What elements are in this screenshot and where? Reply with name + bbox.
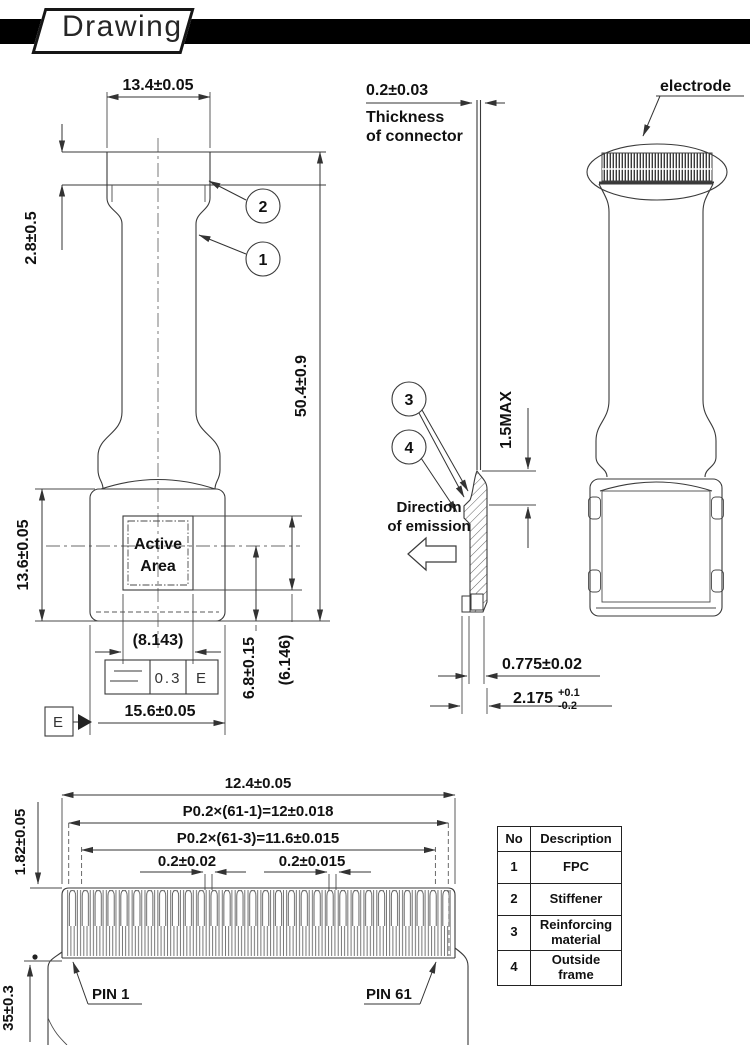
dim-max-height: 1.5MAX (498, 391, 515, 449)
row4-description: Outside frame (531, 950, 622, 985)
row4-no: 4 (498, 950, 531, 985)
dim-pitch-all: P0.2×(61-1)=12±0.018 (182, 803, 334, 820)
table-header-description: Description (531, 827, 622, 852)
active-area-label-2: Area (140, 558, 176, 575)
dim-head-height: 13.6±0.05 (15, 519, 32, 591)
front-view-dimensions (15, 77, 320, 736)
pin61-label: PIN 61 (366, 986, 412, 1003)
callout-4: 4 (404, 440, 414, 457)
fcf-value: 0.3 (154, 670, 182, 687)
back-view-linework (587, 144, 727, 616)
pin-comb-coarse (66, 888, 451, 926)
emission-label-1: Direction (396, 499, 462, 516)
datum-flag (45, 707, 92, 736)
feature-control-frame (105, 660, 218, 694)
parts-table (497, 826, 622, 986)
side-view-dimensions (366, 82, 612, 712)
row1-description: FPC (531, 852, 622, 884)
dim-overall: 12.4±0.05 (224, 775, 292, 792)
dim-active-width: (8.143) (132, 632, 184, 649)
dim-total-height: 50.4±0.9 (293, 354, 310, 418)
dim-head-width: 15.6±0.05 (124, 703, 196, 720)
row2-description: Stiffener (531, 884, 622, 916)
dim-height: 1.82±0.05 (12, 808, 29, 876)
cross-section (464, 471, 487, 612)
table-header-no: No (498, 827, 531, 852)
pin1-label: PIN 1 (92, 986, 130, 1003)
table-row (498, 916, 622, 951)
dim-thickness: 0.2±0.03 (366, 82, 429, 99)
callout-3: 3 (404, 392, 414, 409)
emission-label-2: of emission (387, 518, 471, 535)
dim-pin-a: 0.2±0.02 (157, 853, 217, 870)
dim-glass-thickness: 0.775±0.02 (502, 656, 582, 673)
table-row (498, 884, 622, 916)
dim-total-tol-minus: -0.2 (558, 700, 577, 712)
callout-2: 2 (258, 199, 268, 216)
dim-pitch-inner: P0.2×(61-3)=11.6±0.015 (176, 830, 340, 847)
dim-width-top: 13.4±0.05 (122, 77, 194, 94)
row3-description: Reinforcing material (531, 916, 622, 951)
table-row (498, 950, 622, 985)
row3-no: 3 (498, 916, 531, 951)
electrode-label: electrode (660, 78, 732, 95)
table-row (498, 852, 622, 884)
electrode-band (602, 153, 712, 181)
dim-pin-b: 0.2±0.015 (278, 853, 346, 870)
table-header-row (498, 827, 622, 852)
row2-no: 2 (498, 884, 531, 916)
row1-no: 1 (498, 852, 531, 884)
datum-label: E (52, 714, 66, 731)
parallelism-icon (110, 671, 142, 681)
thickness-label-1: Thickness (366, 109, 445, 126)
dim-total-tol-plus: +0.1 (558, 687, 580, 699)
emission-arrow-icon (408, 538, 456, 570)
fcf-datum: E (195, 670, 209, 687)
datum-dot-icon (32, 954, 37, 959)
dim-bottom: 35±0.3 (0, 985, 17, 1031)
dim-total-thickness: 2.175 (513, 690, 554, 707)
dim-center-to-bottom: 6.8±0.15 (241, 636, 258, 700)
callout-1: 1 (258, 252, 268, 269)
back-view-labels (643, 78, 744, 136)
active-area-label-1: Active (133, 536, 183, 553)
page-title: Drawing (62, 10, 183, 43)
dim-active-ref: (6.146) (277, 634, 294, 686)
dim-cap-height: 2.8±0.5 (23, 211, 40, 265)
thickness-label-2: of connector (366, 128, 463, 145)
